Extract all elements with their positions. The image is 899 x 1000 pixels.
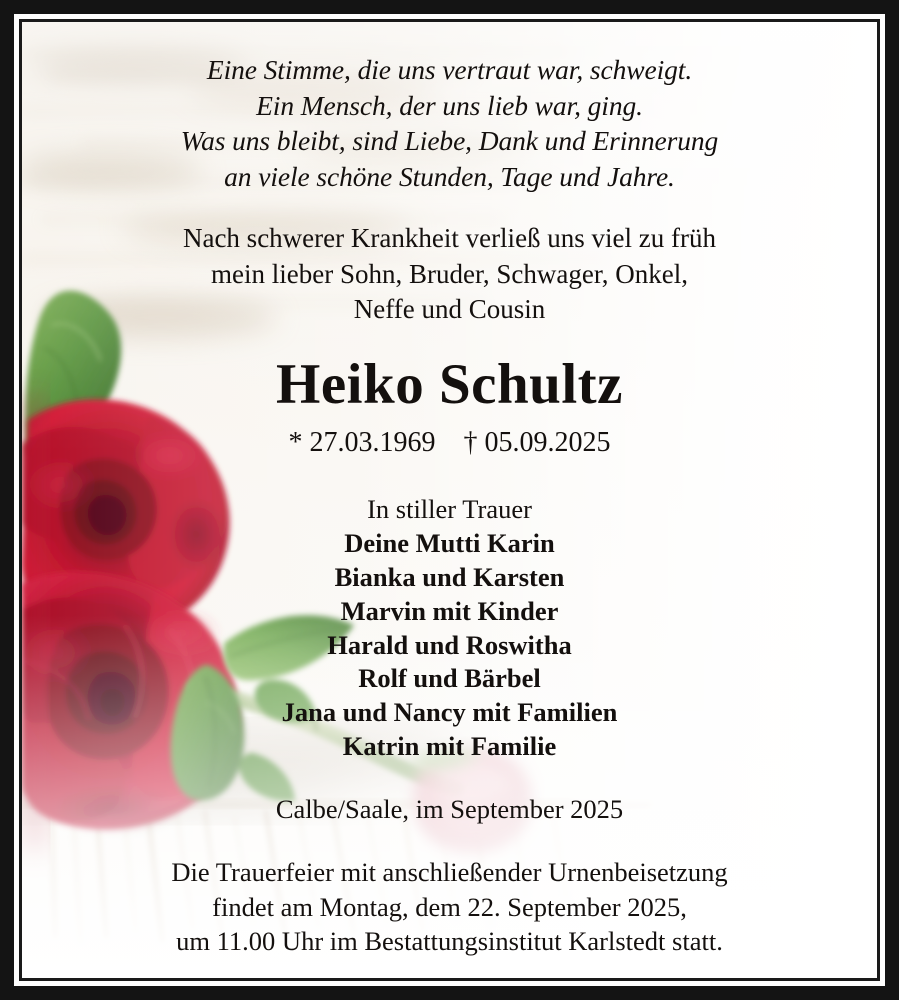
poem-line: an viele schöne Stunden, Tage und Jahre. bbox=[224, 160, 675, 192]
frame-inner-rule bbox=[19, 19, 880, 981]
funeral-line: Die Trauerfeier mit anschließender Urnenbeisetzung bbox=[171, 857, 728, 888]
poem-line: Eine Stimme, die uns vertraut war, schweigt. bbox=[206, 54, 693, 85]
intro-line: Nach schwerer Krankheit verließ uns viel zu früh bbox=[182, 223, 717, 254]
memorial-poem bbox=[52, 52, 847, 194]
mourner-entry: Bianka und Karsten bbox=[334, 561, 565, 592]
funeral-details bbox=[52, 855, 847, 958]
mourner-entry: Rolf und Bärbel bbox=[358, 663, 541, 694]
intro-line: mein lieber Sohn, Bruder, Schwager, Onkel, bbox=[211, 258, 688, 289]
funeral-line: findet am Montag, dem 22. September 2025, bbox=[212, 891, 687, 922]
introduction-text bbox=[52, 221, 847, 327]
deceased-name: Heiko Schultz bbox=[276, 352, 623, 416]
mourner-entry: Harald und Roswitha bbox=[327, 629, 572, 660]
mourner-entry: Katrin mit Familie bbox=[342, 730, 557, 761]
mourner-entry: Jana und Nancy mit Familien bbox=[281, 697, 618, 728]
funeral-line: um 11.00 Uhr im Bestattungsinstitut Karlstedt statt. bbox=[176, 926, 723, 957]
mourners-list bbox=[52, 527, 847, 763]
intro-line: Neffe und Cousin bbox=[353, 294, 546, 325]
mourning-header: In stiller Trauer bbox=[367, 493, 532, 524]
mourner-entry: Deine Mutti Karin bbox=[344, 528, 555, 559]
notice-content bbox=[22, 22, 877, 978]
life-dates: * 27.03.1969 † 05.09.2025 bbox=[288, 426, 611, 458]
frame-white-gap bbox=[14, 14, 885, 986]
mourner-entry: Marvin mit Kinder bbox=[340, 595, 559, 626]
place-and-date: Calbe/Saale, im September 2025 bbox=[275, 793, 624, 824]
poem-line: Ein Mensch, der uns lieb war, ging. bbox=[256, 89, 643, 121]
poem-line: Was uns bleibt, sind Liebe, Dank und Erinnerung bbox=[180, 125, 719, 157]
